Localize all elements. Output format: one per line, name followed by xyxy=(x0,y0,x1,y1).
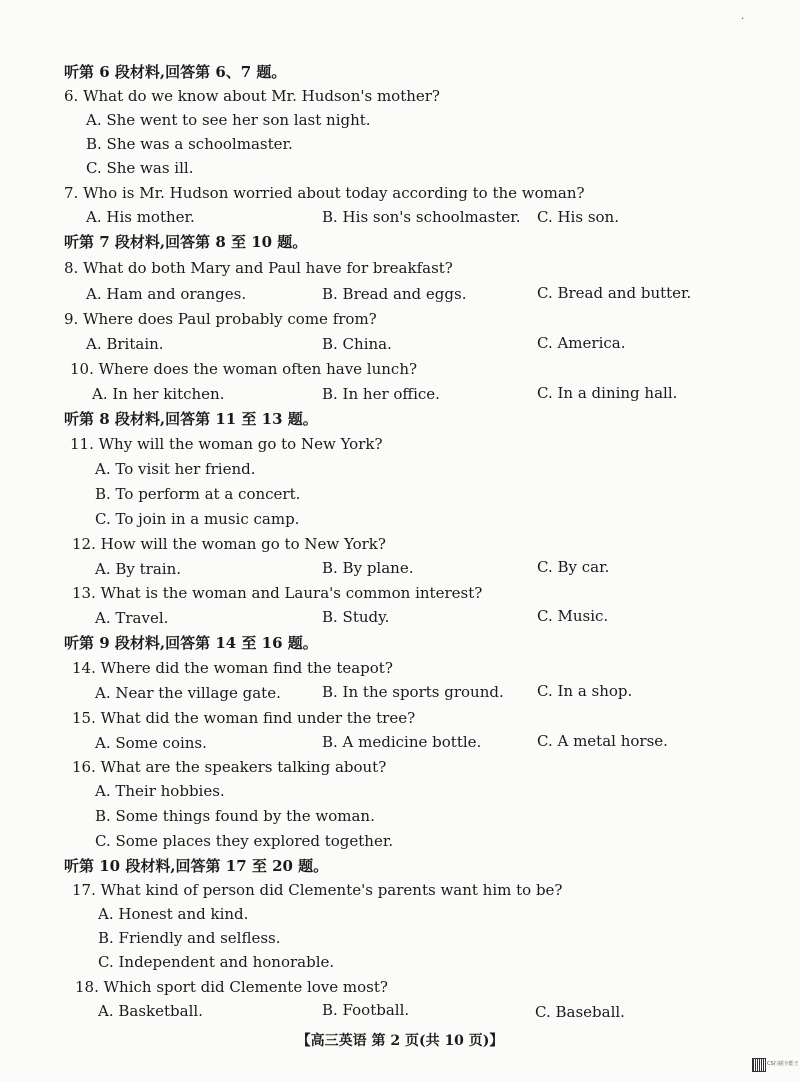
answer-option: B. Study. xyxy=(322,608,390,626)
answer-option: A. Near the village gate. xyxy=(95,684,281,702)
answer-option: B. By plane. xyxy=(322,559,414,577)
question-stem: 16. What are the speakers talking about? xyxy=(72,758,387,776)
answer-option: C. Bread and butter. xyxy=(537,284,692,302)
question-stem: 6. What do we know about Mr. Hudson's mother? xyxy=(64,87,440,105)
answer-option: A. By train. xyxy=(95,560,182,578)
answer-option: C. Some places they explored together. xyxy=(95,832,394,850)
answer-option: A. Ham and oranges. xyxy=(86,285,247,303)
answer-option: C. Baseball. xyxy=(535,1003,625,1021)
question-stem: 14. Where did the woman find the teapot? xyxy=(72,659,393,677)
corner-watermark: CS扫描全能王 xyxy=(767,1061,799,1067)
answer-option: A. Their hobbies. xyxy=(95,782,225,800)
answer-option: B. She was a schoolmaster. xyxy=(86,135,293,153)
answer-option: B. Friendly and selfless. xyxy=(98,929,281,947)
answer-option: A. To visit her friend. xyxy=(95,460,256,478)
question-stem: 8. What do both Mary and Paul have for breakfast? xyxy=(64,259,453,277)
answer-option: A. Travel. xyxy=(95,609,169,627)
answer-option: C. A metal horse. xyxy=(537,732,668,750)
answer-option: C. His son. xyxy=(537,208,619,226)
answer-option: C. By car. xyxy=(537,558,610,576)
answer-option: C. To join in a music camp. xyxy=(95,510,300,528)
answer-option: C. America. xyxy=(537,334,626,352)
answer-option: A. Honest and kind. xyxy=(98,905,249,923)
answer-option: C. In a shop. xyxy=(537,682,633,700)
answer-option: C. In a dining hall. xyxy=(537,384,678,402)
answer-option: B. Bread and eggs. xyxy=(322,285,467,303)
answer-option: B. Some things found by the woman. xyxy=(95,807,375,825)
question-stem: 13. What is the woman and Laura's common interest? xyxy=(72,584,483,602)
section-heading: 听第 6 段材料,回答第 6、7 题。 xyxy=(64,63,287,81)
answer-option: B. China. xyxy=(322,335,392,353)
answer-option: B. His son's schoolmaster. xyxy=(322,208,521,226)
question-stem: 17. What kind of person did Clemente's parents want him to be? xyxy=(72,881,563,899)
page-footer: 【高三英语 第 2 页(共 10 页)】 xyxy=(296,1033,504,1049)
section-heading: 听第 7 段材料,回答第 8 至 10 题。 xyxy=(64,233,308,251)
scan-speck: · xyxy=(741,14,745,25)
answer-option: C. Music. xyxy=(537,607,609,625)
answer-option: A. Some coins. xyxy=(95,734,207,752)
question-stem: 7. Who is Mr. Hudson worried about today according to the woman? xyxy=(64,184,585,202)
answer-option: A. His mother. xyxy=(86,208,195,226)
answer-option: B. In the sports ground. xyxy=(322,683,504,701)
answer-option: A. Britain. xyxy=(86,335,164,353)
answer-option: A. Basketball. xyxy=(98,1002,203,1020)
qr-code-icon xyxy=(752,1058,766,1072)
question-stem: 11. Why will the woman go to New York? xyxy=(70,435,383,453)
question-stem: 18. Which sport did Clemente love most? xyxy=(75,978,388,996)
answer-option: B. In her office. xyxy=(322,385,440,403)
answer-option: B. A medicine bottle. xyxy=(322,733,482,751)
section-heading: 听第 10 段材料,回答第 17 至 20 题。 xyxy=(64,857,329,875)
answer-option: A. In her kitchen. xyxy=(92,385,225,403)
answer-option: A. She went to see her son last night. xyxy=(86,111,371,129)
question-stem: 12. How will the woman go to New York? xyxy=(72,535,386,553)
question-stem: 9. Where does Paul probably come from? xyxy=(64,310,377,328)
answer-option: C. Independent and honorable. xyxy=(98,953,335,971)
answer-option: B. To perform at a concert. xyxy=(95,485,301,503)
question-stem: 15. What did the woman find under the tree? xyxy=(72,709,416,727)
section-heading: 听第 9 段材料,回答第 14 至 16 题。 xyxy=(64,634,318,652)
section-heading: 听第 8 段材料,回答第 11 至 13 题。 xyxy=(64,410,318,428)
answer-option: B. Football. xyxy=(322,1001,410,1019)
answer-option: C. She was ill. xyxy=(86,159,194,177)
question-stem: 10. Where does the woman often have lunch? xyxy=(70,360,418,378)
